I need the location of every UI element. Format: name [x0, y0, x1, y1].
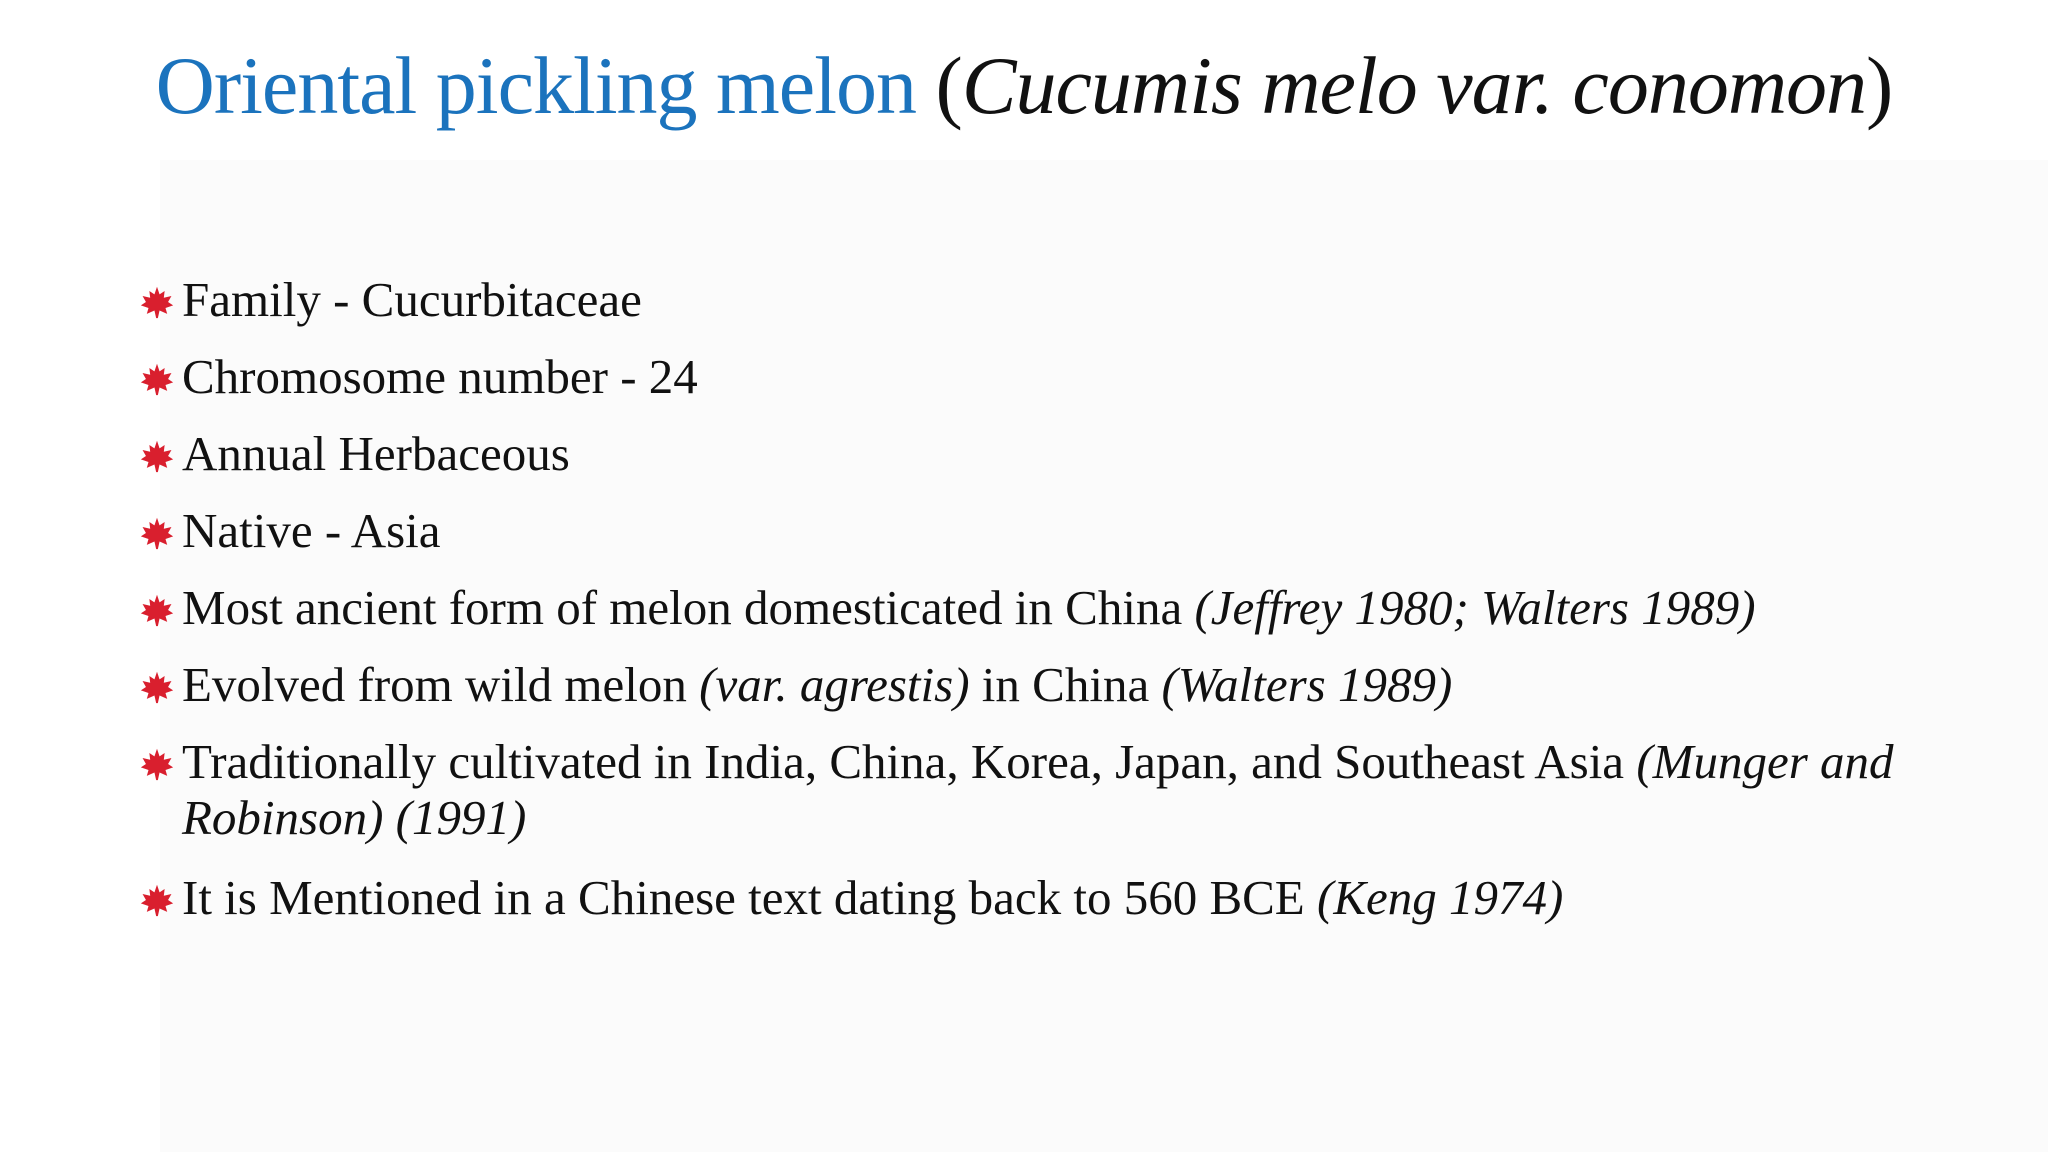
maple-leaf-icon	[140, 439, 174, 473]
bullet-domestication-china	[140, 580, 1920, 636]
bullet-text-before: Evolved from wild melon	[182, 657, 687, 712]
bullet-native	[140, 503, 1920, 559]
citation: (Keng 1974)	[1317, 870, 1564, 925]
bullet-annual-herbaceous	[140, 426, 1920, 482]
title-scientific-name: Cucumis melo var. conomon	[961, 40, 1867, 131]
bullet-chromosome-number	[140, 349, 1920, 405]
bullet-text-after: in China	[981, 657, 1150, 712]
maple-leaf-icon	[140, 516, 174, 550]
title-open-parenthesis: (	[935, 40, 962, 131]
citation: (Walters 1989)	[1161, 657, 1453, 712]
bullet-chinese-text-mention	[140, 870, 1920, 926]
bullet-text: Annual Herbaceous	[182, 426, 570, 481]
bullet-text: Chromosome number - 24	[182, 349, 698, 404]
maple-leaf-icon	[140, 593, 174, 627]
slide-title	[0, 36, 2048, 136]
italic-taxon: (var. agrestis)	[699, 657, 970, 712]
bullet-traditional-cultivation	[140, 734, 1920, 846]
citation: (Munger and Robinson) (1991)	[182, 734, 1894, 845]
bullet-text: It is Mentioned in a Chinese text dating back to 560 BCE	[182, 870, 1305, 925]
bullet-text: Family - Cucurbitaceae	[182, 272, 642, 327]
maple-leaf-icon	[140, 285, 174, 319]
title-common-name: Oriental pickling melon	[155, 40, 916, 131]
maple-leaf-icon	[140, 747, 174, 781]
bullet-evolved-from-wild-melon	[140, 657, 1920, 713]
title-close-parenthesis: )	[1866, 40, 1893, 131]
bullet-text: Native - Asia	[182, 503, 441, 558]
bullet-text: Traditionally cultivated in India, China, Korea, Japan, and Southeast Asia	[182, 734, 1625, 789]
bullet-text: Most ancient form of melon domesticated in China	[182, 580, 1183, 635]
maple-leaf-icon	[140, 362, 174, 396]
maple-leaf-icon	[140, 670, 174, 704]
citation: (Jeffrey 1980; Walters 1989)	[1194, 580, 1756, 635]
bullet-list	[140, 272, 1920, 947]
maple-leaf-icon	[140, 883, 174, 917]
bullet-family	[140, 272, 1920, 328]
